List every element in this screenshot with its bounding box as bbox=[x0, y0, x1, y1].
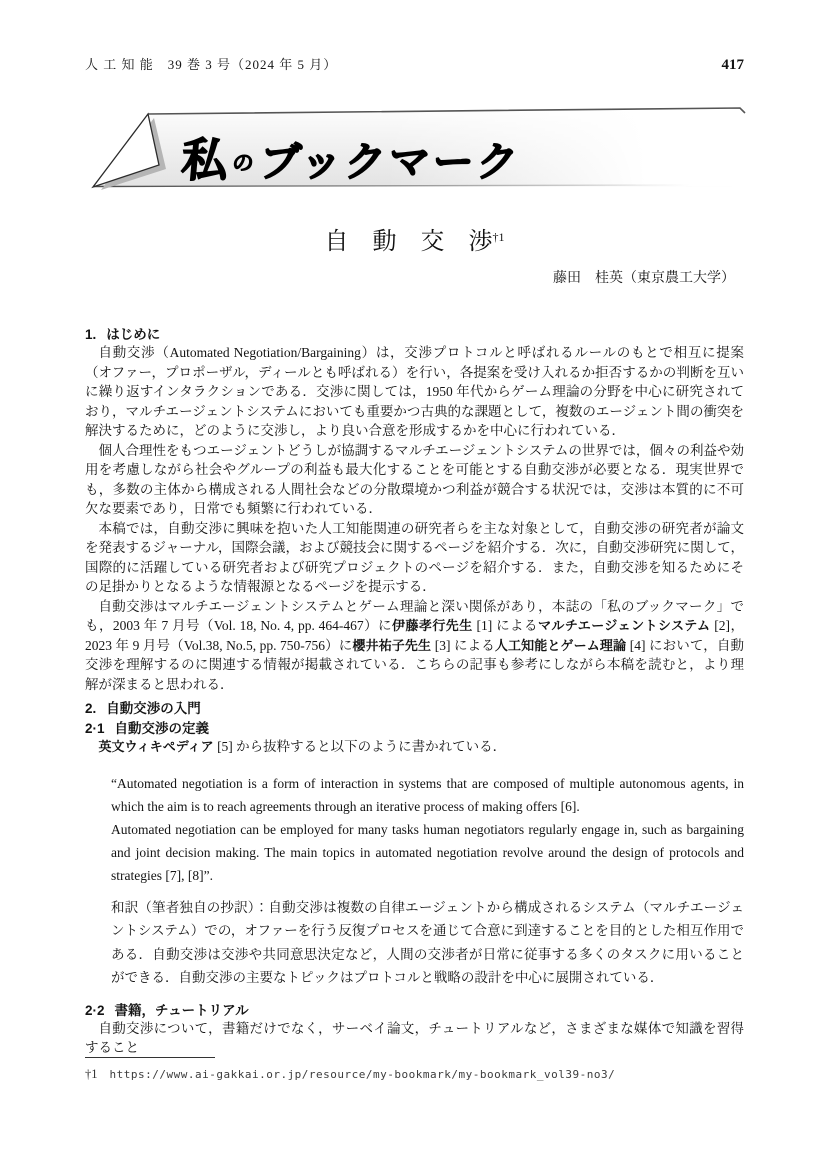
banner-title-part2: の bbox=[231, 151, 258, 175]
paragraph-4 bbox=[85, 597, 744, 695]
paragraph-books-tutorials: 自動交渉について，書籍だけでなく，サーベイ論文，チュートリアルなど，さまざまな媒体で知識を習得すること bbox=[85, 1020, 744, 1055]
article-body bbox=[85, 326, 744, 1058]
banner-title-part1: 私 bbox=[179, 133, 234, 187]
text-segment: 自動交渉はマルチエージェントシステムとゲーム理論と深い関係があり，本誌の「私のブックマーク」でも，2003 年 7 月号（Vol. 18, No. 4, pp. 464-467）に bbox=[85, 598, 744, 633]
paragraph-1: 自動交渉（Automated Negotiation/Bargaining）は，交渉プロトコルと呼ばれるルールのもとで相互に提案（オファー，プロポーザル，ディールとも呼ばれる）を行い，各提案を受け入れるか拒否するかの判断を互いに繰り返すインタラクションである．交渉に関しては，1950 年代からゲーム理論の分野を中心に研究されており，マルチエージェントシステムにおいても重要かつ古典的な課題として，複数のエージェント間の衝突を解決するために，どのように交渉し，より良い合意を形成するかを中心に行われている． bbox=[85, 345, 744, 438]
ref-multiagent-system: マルチエージェントシステム bbox=[537, 618, 711, 633]
author-name: 藤田 桂英（東京農工大学） bbox=[553, 271, 735, 286]
section-2-title: 自動交渉の入門 bbox=[106, 701, 201, 716]
ref-english-wikipedia: 英文ウィキペディア bbox=[98, 739, 214, 754]
text-segment: [1] による bbox=[472, 618, 538, 633]
ref-sakurai-yuko: 櫻井祐子先生 bbox=[352, 637, 432, 653]
section-2-heading bbox=[85, 700, 744, 717]
paragraph-2: 個人合理性をもつエージェントどうしが協調するマルチエージェントシステムの世界では，個々の利益や効用を考慮しながら社会やグループの利益も最大化することを可能とする自動交渉が必要となる．現実世界でも，多数の主体から構成される人間社会などの分散環境かつ利益が競合する状況では，交渉は本質的に不可欠な要素であり，日常でも頻繁に行われている． bbox=[85, 442, 744, 516]
bookmark-banner bbox=[90, 106, 758, 196]
subsection-2-2-heading bbox=[85, 1003, 744, 1019]
text-segment: [3] による bbox=[431, 637, 495, 653]
banner-title-part3: ブックマーク bbox=[257, 138, 523, 186]
section-1-title: はじめに bbox=[106, 327, 161, 342]
quote-english-paragraph-1: “Automated negotiation is a form of interaction in systems that are composed of multiple autonomous agents, in which the aim is to reach agreements through an iterative process of making offers [6]. bbox=[111, 775, 744, 814]
footnote-url[interactable]: https://www.ai-gakkai.or.jp/resource/my-bookmark/my-bookmark_vol39-no3/ bbox=[109, 1068, 616, 1081]
subsection-2-2-number: 2·2 bbox=[85, 1002, 105, 1018]
running-head bbox=[85, 54, 744, 74]
ref-ai-and-game-theory: 人工知能とゲーム理論 bbox=[494, 637, 627, 653]
article-title bbox=[85, 221, 744, 256]
ref-ito-takayuki: 伊藤孝行先生 bbox=[392, 618, 473, 633]
article-title-text: 自 動 交 渉 bbox=[324, 229, 493, 255]
title-footnote-marker: †1 bbox=[492, 230, 505, 244]
paragraph-3: 本稿では，自動交渉に興味を抱いた人工知能関連の研究者らを主な対象として，自動交渉の研究者が論文を発表するジャーナル，国際会議，および競技会に関するページを紹介する．次に，自動交渉研究に関して，国際的に活躍している研究者および研究プロジェクトのページを紹介する．また，自動交渉を知るためにその足掛かりとなるような情報源となるページを提示する． bbox=[85, 520, 744, 594]
subsection-2-1-number: 2·1 bbox=[85, 721, 105, 736]
text-segment: [5] から抜粋すると以下のように書かれている． bbox=[213, 739, 507, 754]
subsection-2-2-title: 書籍，チュートリアル bbox=[114, 1002, 249, 1018]
text-segment: [2]，2023 年 9 月号（Vol.38, No.5, pp. 750-756）に bbox=[85, 618, 744, 653]
quote-japanese-translation: 和訳（筆者独自の抄訳）：自動交渉は複数の自律エージェントから構成されるシステム（マルチエージェントシステム）での，オファーを行う反復プロセスを通じて合意に到達することを目的とした相互作用である．自動交渉は交渉や共同意思決定など，人間の交渉者が日常に従事する多くのタスクに用いることができる．自動交渉の主要なトピックはプロトコルと戦略の設計を中心に展開されている． bbox=[111, 899, 744, 985]
author-line bbox=[85, 267, 735, 287]
footnote-area bbox=[85, 1057, 744, 1082]
section-1-heading bbox=[85, 326, 744, 343]
section-2-number: 2. bbox=[85, 701, 97, 716]
banner-title bbox=[179, 124, 524, 190]
page-number: 417 bbox=[721, 57, 744, 73]
footnote-line bbox=[85, 1067, 744, 1082]
footnote-marker: †1 bbox=[85, 1067, 98, 1081]
journal-issue-text: 人 工 知 能 39 巻 3 号（2024 年 5 月） bbox=[85, 57, 338, 72]
paragraph-wikipedia-intro bbox=[85, 737, 744, 757]
text-segment: [4] において，自動交渉を理解するのに関連する情報が掲載されている．こちらの記事も参考にしながら本稿を読むと，より理解が深まると思われる． bbox=[85, 637, 744, 692]
footnote-rule bbox=[85, 1057, 215, 1058]
subsection-2-1-heading bbox=[85, 721, 744, 737]
subsection-2-1-title: 自動交渉の定義 bbox=[114, 721, 210, 736]
section-1-number: 1. bbox=[85, 327, 97, 342]
quote-english-paragraph-2: Automated negotiation can be employed for many tasks human negotiators regularly engage in, such as bargaining and joint decision making. The main topics in automated negotiation revolve around the design of protocols and strategies [7], [8]”. bbox=[111, 821, 744, 883]
definition-quote-block bbox=[111, 772, 744, 990]
